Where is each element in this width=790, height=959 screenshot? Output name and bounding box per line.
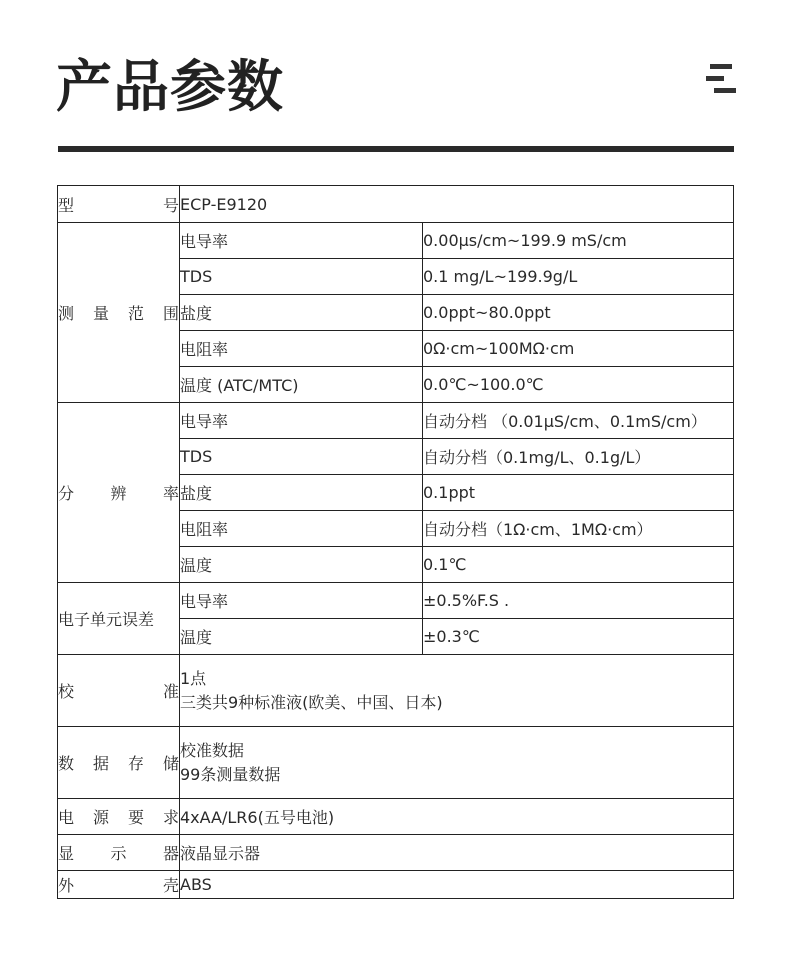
spec-table bbox=[57, 185, 734, 899]
param-value: 自动分档（1Ω·cm、1MΩ·cm） bbox=[423, 511, 734, 547]
param-name: TDS bbox=[180, 439, 423, 475]
value-display: 液晶显示器 bbox=[180, 835, 734, 871]
param-name: TDS bbox=[180, 259, 423, 295]
label-storage: 数 据 存 储 bbox=[58, 727, 180, 799]
table-row bbox=[58, 835, 734, 871]
table-row bbox=[58, 223, 734, 259]
param-name: 电导率 bbox=[180, 583, 423, 619]
table-row bbox=[58, 727, 734, 799]
title-divider bbox=[58, 146, 734, 152]
param-value: 自动分档（0.1mg/L、0.1g/L） bbox=[423, 439, 734, 475]
value-housing: ABS bbox=[180, 871, 734, 899]
param-value: ±0.5%F.S . bbox=[423, 583, 734, 619]
label-error: 电子单元误差 bbox=[58, 583, 180, 655]
param-name: 电导率 bbox=[180, 403, 423, 439]
label-housing: 外 壳 bbox=[58, 871, 180, 899]
label-calibration: 校 准 bbox=[58, 655, 180, 727]
param-value: 0.1℃ bbox=[423, 547, 734, 583]
value-model: ECP-E9120 bbox=[180, 186, 734, 223]
param-name: 盐度 bbox=[180, 295, 423, 331]
param-name: 温度 bbox=[180, 547, 423, 583]
param-value: 0.0℃~100.0℃ bbox=[423, 367, 734, 403]
param-name: 盐度 bbox=[180, 475, 423, 511]
param-name: 电阻率 bbox=[180, 511, 423, 547]
table-row bbox=[58, 186, 734, 223]
page-title: 产品参数 bbox=[56, 55, 284, 120]
param-value: 自动分档 （0.01μS/cm、0.1mS/cm） bbox=[423, 403, 734, 439]
param-value: 0.00μs/cm~199.9 mS/cm bbox=[423, 223, 734, 259]
param-value: ±0.3℃ bbox=[423, 619, 734, 655]
table-row bbox=[58, 403, 734, 439]
label-power: 电 源 要 求 bbox=[58, 799, 180, 835]
value-storage: 校准数据 99条测量数据 bbox=[180, 727, 734, 799]
menu-lines-icon bbox=[706, 64, 736, 94]
value-power: 4xAA/LR6(五号电池) bbox=[180, 799, 734, 835]
param-value: 0.0ppt~80.0ppt bbox=[423, 295, 734, 331]
param-value: 0Ω·cm~100MΩ·cm bbox=[423, 331, 734, 367]
label-display: 显 示 器 bbox=[58, 835, 180, 871]
value-calibration: 1点 三类共9种标准液(欧美、中国、日本) bbox=[180, 655, 734, 727]
param-name: 温度 (ATC/MTC) bbox=[180, 367, 423, 403]
table-row bbox=[58, 871, 734, 899]
table-row bbox=[58, 583, 734, 619]
param-value: 0.1 mg/L~199.9g/L bbox=[423, 259, 734, 295]
param-name: 电导率 bbox=[180, 223, 423, 259]
param-value: 0.1ppt bbox=[423, 475, 734, 511]
table-row bbox=[58, 655, 734, 727]
label-range: 测 量 范 围 bbox=[58, 223, 180, 403]
table-row bbox=[58, 799, 734, 835]
label-model: 型 号 bbox=[58, 186, 180, 223]
label-resolution: 分 辨 率 bbox=[58, 403, 180, 583]
param-name: 电阻率 bbox=[180, 331, 423, 367]
param-name: 温度 bbox=[180, 619, 423, 655]
